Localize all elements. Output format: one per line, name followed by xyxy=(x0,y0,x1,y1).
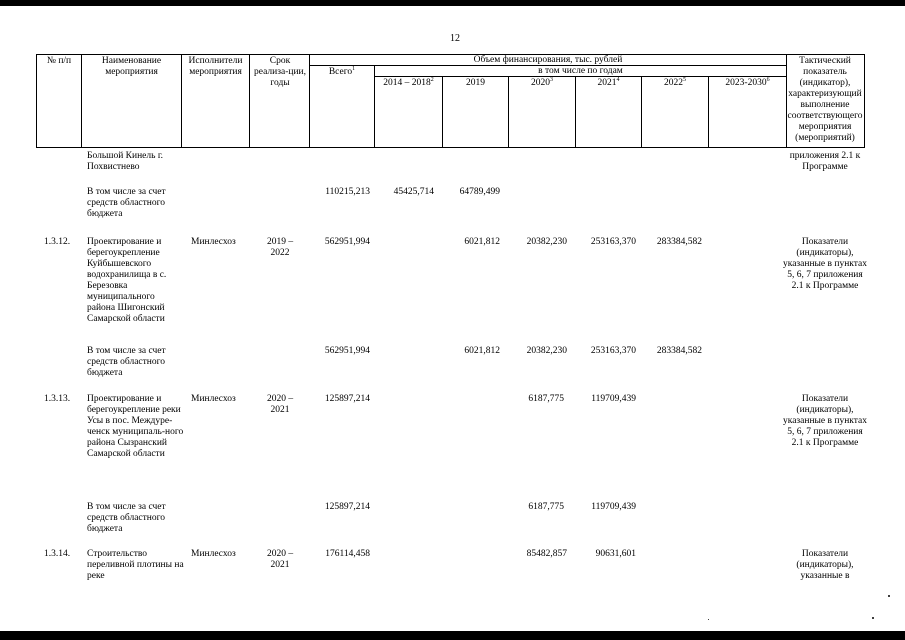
scan-speck xyxy=(888,595,890,597)
row-total: 125897,214 xyxy=(324,394,370,404)
header-funding: Объем финансирования, тыс. рублей xyxy=(473,55,623,65)
row-2019: 6021,812 xyxy=(464,237,500,247)
bottom-border xyxy=(0,631,905,640)
page-number: 12 xyxy=(450,33,460,44)
row-term: 2020 – 2021 xyxy=(266,394,294,415)
row-2019: 6021,812 xyxy=(464,346,500,356)
row-2019: 64789,499 xyxy=(459,187,500,197)
row-executor: Минлесхоз xyxy=(191,549,236,559)
row-name: В том числе за счет средств областного бюджета xyxy=(87,502,166,534)
row-indicator: Показатели (индикаторы), указанные в пунктах 5, 6, 7 приложения 2.1 к Программе xyxy=(782,237,868,291)
header-2021: 2021$^4$ xyxy=(597,76,620,88)
row-2021: 119709,439 xyxy=(591,502,636,512)
row-2014-2018: 45425,714 xyxy=(393,187,434,197)
row-2022: 283384,582 xyxy=(656,237,702,247)
row-term: 2019 – 2022 xyxy=(266,237,294,258)
row-2020: 85482,857 xyxy=(526,549,567,559)
scan-speck xyxy=(708,619,709,620)
header-term: Срок реализа-ции, годы xyxy=(254,56,306,88)
row-num: 1.3.14. xyxy=(44,549,71,559)
row-indicator: Показатели (индикаторы), указанные в xyxy=(796,549,854,581)
row-2020: 6187,775 xyxy=(528,502,564,512)
row-2021: 90631,601 xyxy=(595,549,636,559)
row-executor: Минлесхоз xyxy=(191,394,236,404)
row-num: 1.3.13. xyxy=(44,394,71,404)
row-2021: 253163,370 xyxy=(590,237,636,247)
header-2019: 2019 xyxy=(466,78,485,88)
row-total: 176114,458 xyxy=(325,549,370,559)
header-name: Наименование мероприятия xyxy=(101,56,162,77)
header-num: № п/п xyxy=(46,56,72,66)
row-2020: 6187,775 xyxy=(528,394,564,404)
header-indicator: Тактический показатель (индикатор), характеризующий выполнение соответствующего мероприятия (мероприятий) xyxy=(787,56,863,143)
row-2021: 253163,370 xyxy=(590,346,636,356)
row-term: 2020 – 2021 xyxy=(266,549,294,570)
row-name: В том числе за счет средств областного бюджета xyxy=(87,346,166,378)
row-name: В том числе за счет средств областного бюджета xyxy=(87,187,166,219)
row-total: 562951,994 xyxy=(324,346,370,356)
row-total: 562951,994 xyxy=(324,237,370,247)
header-total: Всего$^1$ xyxy=(328,65,356,77)
row-indicator: Показатели (индикаторы), указанные в пунктах 5, 6, 7 приложения 2.1 к Программе xyxy=(782,394,868,448)
row-name: Проектирование и берегоукрепление реки Усы в пос. Междуре-ченск муниципаль-ного района Сызранский Самарской области xyxy=(87,394,184,459)
row-num: 1.3.12. xyxy=(44,237,71,247)
top-border xyxy=(0,0,905,6)
row-name: Проектирование и берегоукрепление Куйбышевского водохранилища в с. Березовка муниципального района Шигонский Самарской области xyxy=(87,237,167,324)
header-including: в том числе по годам xyxy=(538,66,623,76)
cont-row-name: Большой Кинель г. Похвистнево xyxy=(87,151,164,172)
row-executor: Минлесхоз xyxy=(191,237,236,247)
row-total: 110215,213 xyxy=(325,187,370,197)
header-2014-2018: 2014 – 2018$^2$ xyxy=(383,76,434,88)
header-2023-2030: 2023-2030$^6$ xyxy=(725,76,770,88)
row-name: Строительство переливной плотины на реке xyxy=(87,549,184,581)
row-2020: 20382,230 xyxy=(526,237,567,247)
header-2020: 2020$^3$ xyxy=(531,76,553,88)
scan-speck xyxy=(872,617,874,619)
cont-row-indicator: приложения 2.1 к Программе xyxy=(789,151,861,172)
row-total: 125897,214 xyxy=(324,502,370,512)
header-2022: 2022$^5$ xyxy=(664,76,686,88)
row-2022: 283384,582 xyxy=(656,346,702,356)
header-executors: Исполнители мероприятия xyxy=(188,56,243,77)
row-2021: 119709,439 xyxy=(591,394,636,404)
row-2020: 20382,230 xyxy=(526,346,567,356)
